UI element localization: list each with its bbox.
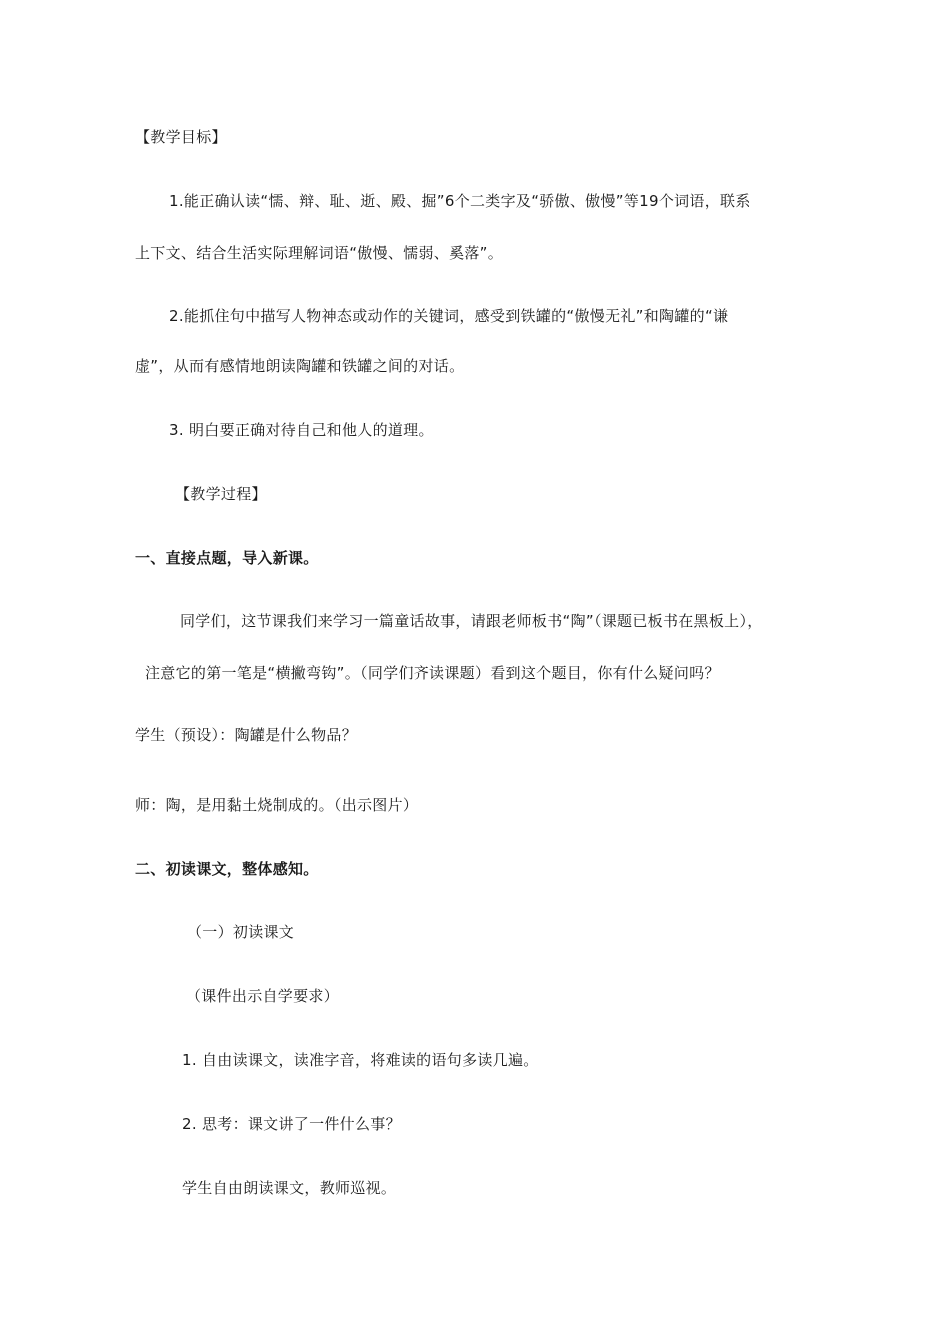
closing-line: 学生自由朗读课文，教师巡视。 xyxy=(182,1179,397,1197)
goal-1-line-1: 1.能正确认读“懦、辩、耻、逝、殿、掘”6个二类字及“骄傲、傲慢”等19个词语，联系 xyxy=(169,192,751,210)
goal-1-line-2: 上下文、结合生活实际理解词语“傲慢、懦弱、奚落”。 xyxy=(135,244,504,262)
section-1-title: 一、直接点题，导入新课。 xyxy=(135,549,319,567)
courseware-note: （课件出示自学要求） xyxy=(186,987,340,1005)
requirement-2: 2. 思考：课文讲了一件什么事？ xyxy=(182,1115,401,1133)
subsection-1-title: （一）初读课文 xyxy=(187,923,295,941)
goals-heading: 【教学目标】 xyxy=(135,128,227,146)
goal-2-line-2: 虚”，从而有感情地朗读陶罐和铁罐之间的对话。 xyxy=(135,357,465,375)
process-heading: 【教学过程】 xyxy=(175,485,267,503)
section-2-title: 二、初读课文，整体感知。 xyxy=(135,860,319,878)
goal-3: 3. 明白要正确对待自己和他人的道理。 xyxy=(169,421,434,439)
section-1-paragraph-line-2: 注意它的第一笔是“横撇弯钩”。（同学们齐读课题）看到这个题目，你有什么疑问吗？ xyxy=(145,664,720,682)
goal-2-line-1: 2.能抓住句中描写人物神态或动作的关键词，感受到铁罐的“傲慢无礼”和陶罐的“谦 xyxy=(169,307,729,325)
requirement-1: 1. 自由读课文，读准字音，将难读的语句多读几遍。 xyxy=(182,1051,539,1069)
section-1-paragraph-line-1: 同学们，这节课我们来学习一篇童话故事，请跟老师板书“陶”（课题已板书在黑板上）， xyxy=(180,612,763,630)
student-response: 学生（预设）：陶罐是什么物品？ xyxy=(135,726,358,744)
teacher-response: 师：陶，是用黏土烧制成的。（出示图片） xyxy=(135,796,419,814)
